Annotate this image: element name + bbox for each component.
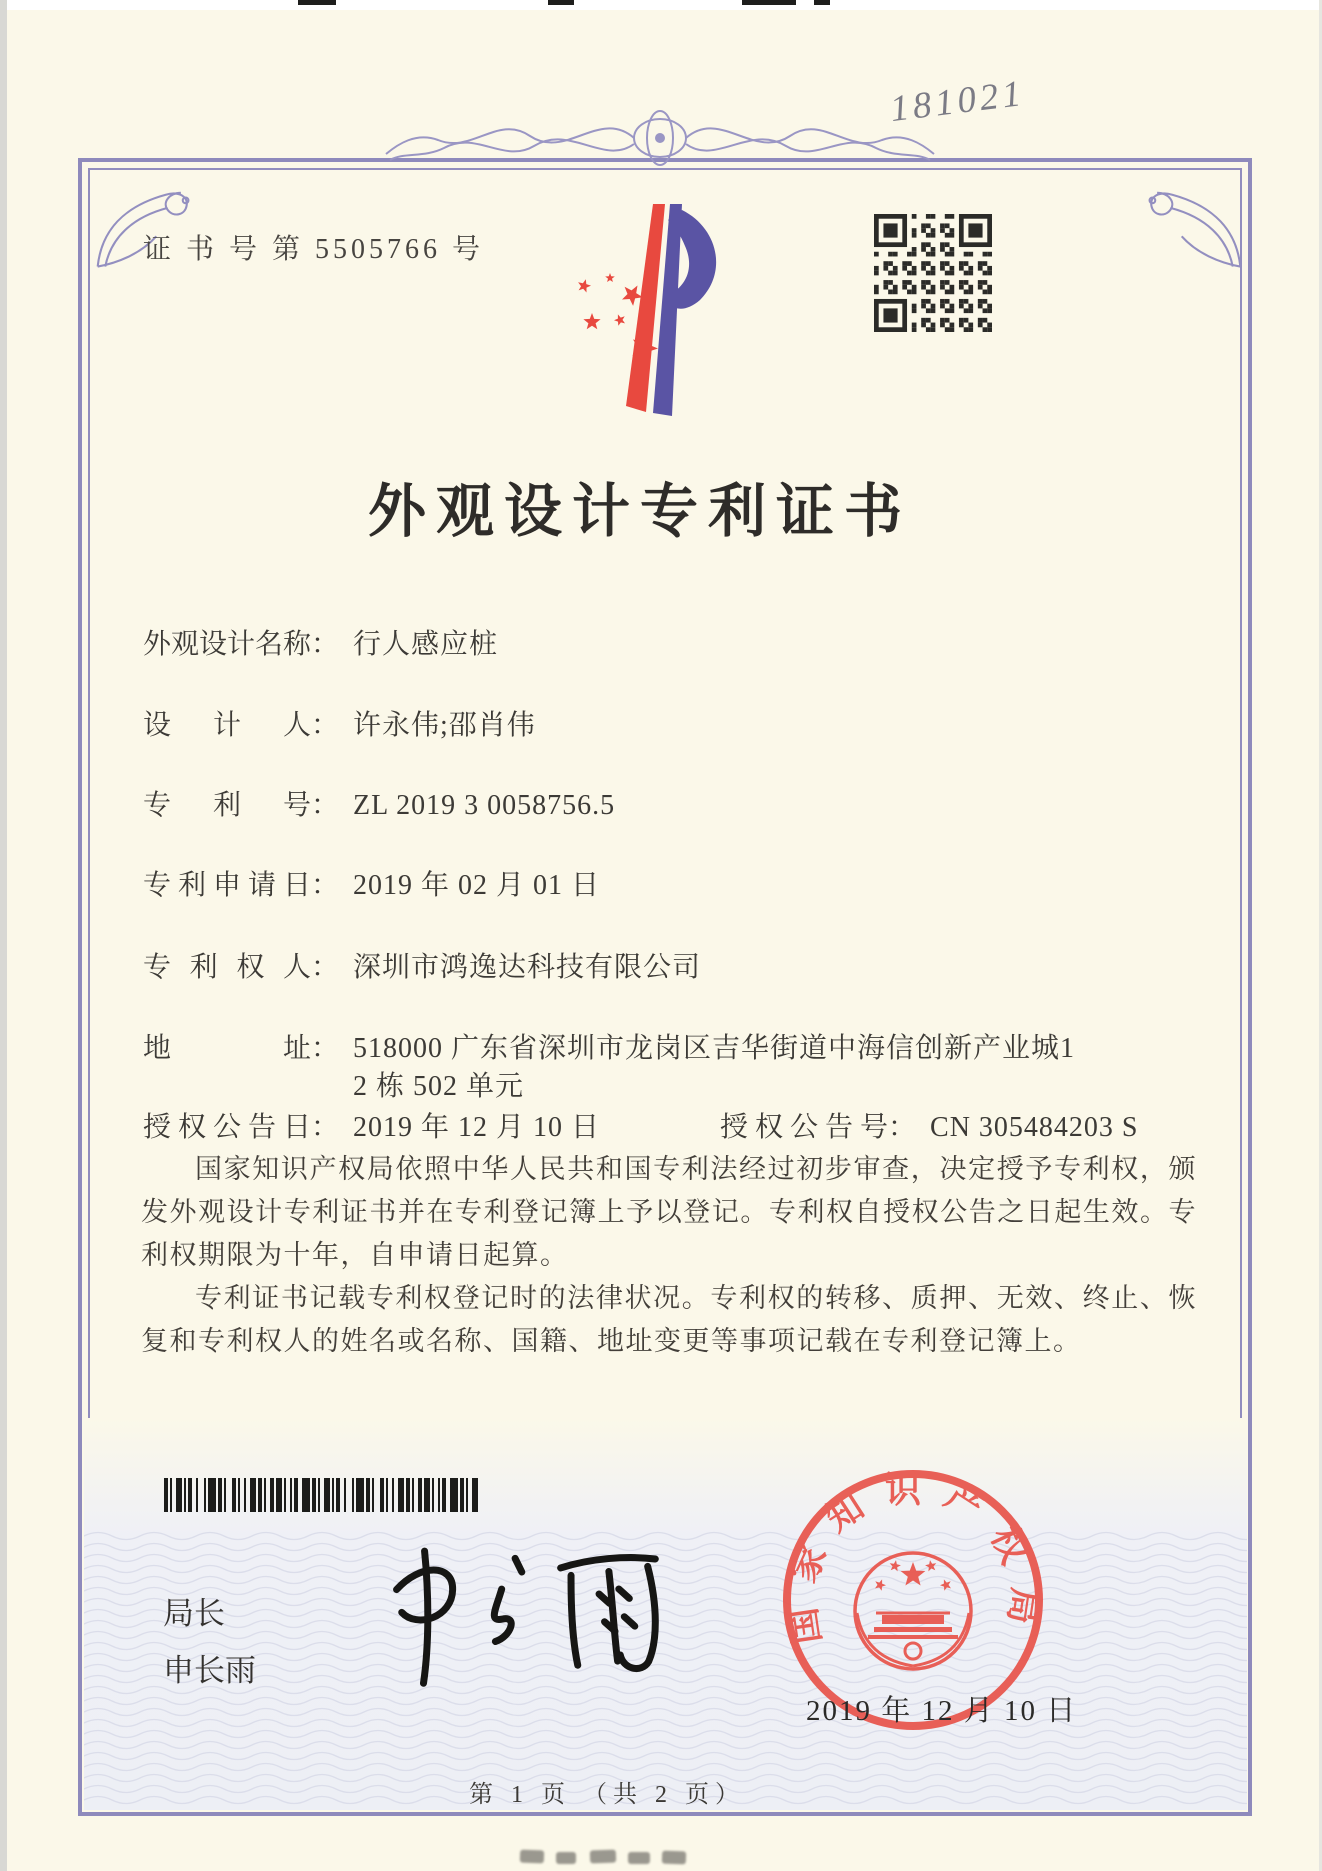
field-label: 专利号 — [143, 790, 311, 821]
field-label: 授权公告日 — [143, 1112, 311, 1143]
signer-title: 局长 — [163, 1596, 225, 1631]
field-label: 设计人 — [143, 710, 311, 741]
field-value: 2 栋 502 单元 — [353, 1071, 525, 1102]
field-label: 专利权人 — [143, 952, 311, 983]
body-paragraph-1: 国家知识产权局依照中华人民共和国专利法经过初步审查，决定授予专利权，颁发外观设计专利证书并在专利登记簿上予以登记。专利权自授权公告之日起生效。专利权期限为十年，自申请日起算。 — [141, 1154, 1197, 1270]
border-top-ornament-icon — [380, 96, 940, 176]
field-address — [143, 1026, 1243, 1066]
field-value: 深圳市鸿逸达科技有限公司 — [353, 952, 702, 983]
field-designer — [143, 703, 1243, 743]
field-colon: ： — [311, 870, 340, 901]
scan-artifact — [814, 0, 830, 5]
field-label: 授权公告号 — [720, 1112, 888, 1143]
field-colon: ： — [311, 952, 340, 983]
scan-artifact — [548, 0, 574, 5]
field-design-name — [143, 622, 1243, 662]
field-colon: ： — [311, 1033, 340, 1064]
handwritten-number: 181021 — [888, 72, 1027, 131]
field-colon: ： — [888, 1112, 917, 1143]
field-colon: ： — [311, 1112, 340, 1143]
scan-edge-left — [0, 0, 7, 1871]
field-value: 2019 年 12 月 10 日 — [353, 1112, 601, 1143]
scan-artifact — [662, 1851, 686, 1865]
scan-artifact — [628, 1852, 650, 1864]
field-label: 地址 — [143, 1033, 311, 1064]
field-filing-date — [143, 863, 1243, 903]
barcode — [164, 1478, 480, 1512]
field-value: CN 305484203 S — [930, 1112, 1139, 1143]
qr-code — [874, 214, 992, 332]
field-colon: ： — [311, 629, 340, 660]
page-number: 第 1 页 （共 2 页） — [469, 1782, 745, 1808]
scan-artifact — [298, 0, 336, 5]
national-emblem-icon — [855, 1553, 971, 1669]
field-value: 518000 广东省深圳市龙岗区吉华街道中海信创新产业城1 — [353, 1033, 1076, 1064]
certificate-title: 外观设计专利证书 — [367, 479, 912, 544]
field-label: 外观设计名称 — [143, 629, 312, 660]
field-label: 专利申请日 — [143, 870, 311, 901]
field-patent-number — [143, 783, 1243, 823]
scan-artifact — [520, 1850, 544, 1864]
seal-ring-text: 国家知识产权局 — [780, 1469, 1046, 1647]
corner-flourish-icon — [1142, 172, 1246, 276]
signer-name: 申长雨 — [163, 1653, 256, 1688]
seal-date: 2019 年 12 月 10 日 — [806, 1695, 1078, 1727]
scan-artifact — [742, 0, 796, 5]
scan-artifact — [556, 1852, 576, 1864]
field-value: ZL 2019 3 0058756.5 — [353, 790, 616, 821]
field-colon: ： — [311, 710, 340, 741]
field-value: 许永伟;邵肖伟 — [353, 710, 536, 741]
scan-artifact — [590, 1850, 616, 1864]
signature-handwriting — [368, 1528, 678, 1700]
field-colon: ： — [311, 790, 340, 821]
field-grant-number — [720, 1105, 1138, 1145]
field-grant-row — [143, 1105, 1243, 1145]
patent-office-logo-icon — [556, 198, 732, 432]
field-address-line2 — [143, 1064, 524, 1104]
certificate-number: 证 书 号 第 5505766 号 — [143, 234, 485, 265]
body-paragraph-2: 专利证书记载专利权登记时的法律状况。专利权的转移、质押、无效、终止、恢复和专利权人的姓名或名称、国籍、地址变更等事项记载在专利登记簿上。 — [141, 1283, 1197, 1356]
field-value: 行人感应桩 — [353, 629, 499, 660]
field-value: 2019 年 02 月 01 日 — [353, 870, 601, 901]
field-patentee — [143, 945, 1243, 985]
